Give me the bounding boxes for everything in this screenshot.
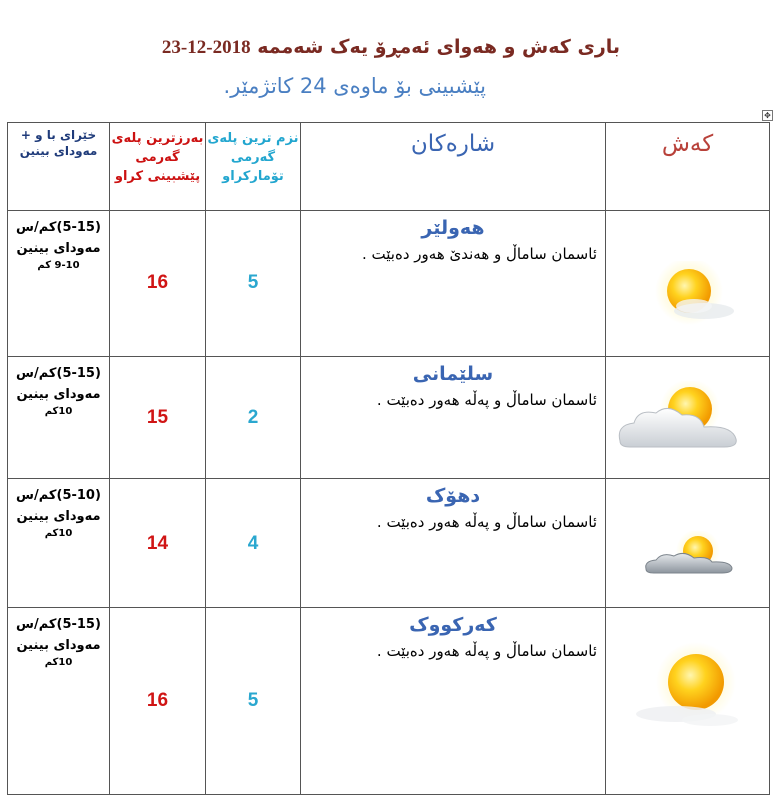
- max-temp-value: 16: [146, 690, 169, 711]
- min-temp-cell: [206, 479, 301, 608]
- min-temp-value: 2: [247, 407, 259, 428]
- min-temp-value: 5: [247, 690, 259, 711]
- header-max-temp: بەرزترین پلەی گەرمی پێشبینی کراو: [110, 123, 206, 211]
- sun-with-haze-icon: [632, 640, 744, 740]
- min-temp-cell: [206, 211, 301, 357]
- city-cell: [301, 357, 606, 479]
- visibility-distance: 9-10 کم: [37, 260, 80, 271]
- sun-behind-small-cloud-icon: [642, 531, 736, 579]
- weather-icon-cell: [606, 479, 770, 608]
- city-cell: [301, 479, 606, 608]
- weather-icon-cell: [606, 211, 770, 357]
- visibility-distance: 10کم: [44, 406, 73, 417]
- header-weather: کەش: [606, 123, 770, 211]
- table-row: [8, 211, 770, 357]
- weather-table: [7, 122, 770, 795]
- title-text: باری کەش و هەوای ئەمڕۆ یەک شەممە: [257, 36, 621, 58]
- weather-description: ئاسمان ساماڵ و هەندێ هەور دەبێت .: [362, 245, 597, 263]
- weather-description: ئاسمان ساماڵ و پەڵە هەور دەبێت .: [376, 642, 597, 660]
- table-row: [8, 357, 770, 479]
- max-temp-value: 15: [146, 407, 169, 428]
- header-min-temp: نزم ترین پلەی گەرمی تۆمارکراو: [206, 123, 301, 211]
- city-name: سلێمانی: [412, 363, 494, 385]
- wind-cell: [8, 211, 110, 357]
- wind-cell: [8, 608, 110, 795]
- visibility-label: مەودای بینین: [16, 241, 101, 256]
- weather-description: ئاسمان ساماڵ و پەڵە هەور دەبێت .: [376, 391, 597, 409]
- min-temp-value: 4: [247, 533, 259, 554]
- page-title: [0, 36, 774, 59]
- max-temp-cell: [110, 211, 206, 357]
- table-row: [8, 479, 770, 608]
- city-name: دهۆک: [425, 485, 481, 507]
- wind-cell: [8, 479, 110, 608]
- min-temp-cell: [206, 608, 301, 795]
- weather-icon-cell: [606, 357, 770, 479]
- max-temp-value: 14: [146, 533, 169, 554]
- visibility-label: مەودای بینین: [16, 509, 101, 524]
- city-cell: [301, 211, 606, 357]
- city-cell: [301, 608, 606, 795]
- wind-speed: (5-15)کم/س: [16, 366, 101, 381]
- wind-speed: (5-15)کم/س: [16, 617, 101, 632]
- max-temp-value: 16: [146, 272, 169, 293]
- table-row: [8, 608, 770, 795]
- max-temp-cell: [110, 479, 206, 608]
- min-temp-value: 5: [247, 272, 259, 293]
- wind-speed: (5-15)کم/س: [16, 220, 101, 235]
- weather-icon-cell: [606, 608, 770, 795]
- max-temp-cell: [110, 608, 206, 795]
- city-name: کەرکووک: [409, 614, 497, 636]
- table-header-row: [8, 123, 770, 211]
- wind-cell: [8, 357, 110, 479]
- min-temp-cell: [206, 357, 301, 479]
- table-move-handle-icon[interactable]: ✥: [762, 110, 773, 121]
- city-name: هەولێر: [421, 217, 485, 239]
- visibility-label: مەودای بینین: [16, 638, 101, 653]
- sun-with-light-clouds-icon: [644, 261, 744, 331]
- visibility-distance: 10کم: [44, 657, 73, 668]
- visibility-distance: 10کم: [44, 528, 73, 539]
- weather-description: ئاسمان ساماڵ و پەڵە هەور دەبێت .: [376, 513, 597, 531]
- wind-speed: (5-10)کم/س: [16, 488, 101, 503]
- header-city: شارەکان: [301, 123, 606, 211]
- title-date: 2018-12-23: [161, 37, 251, 58]
- header-wind: خێرای با و + مەودای بینین: [8, 123, 110, 211]
- visibility-label: مەودای بینین: [16, 387, 101, 402]
- forecast-subtitle: پێشبینی بۆ ماوەی 24 کاتژمێر.: [223, 74, 486, 98]
- sun-behind-cloud-icon: [612, 381, 744, 451]
- max-temp-cell: [110, 357, 206, 479]
